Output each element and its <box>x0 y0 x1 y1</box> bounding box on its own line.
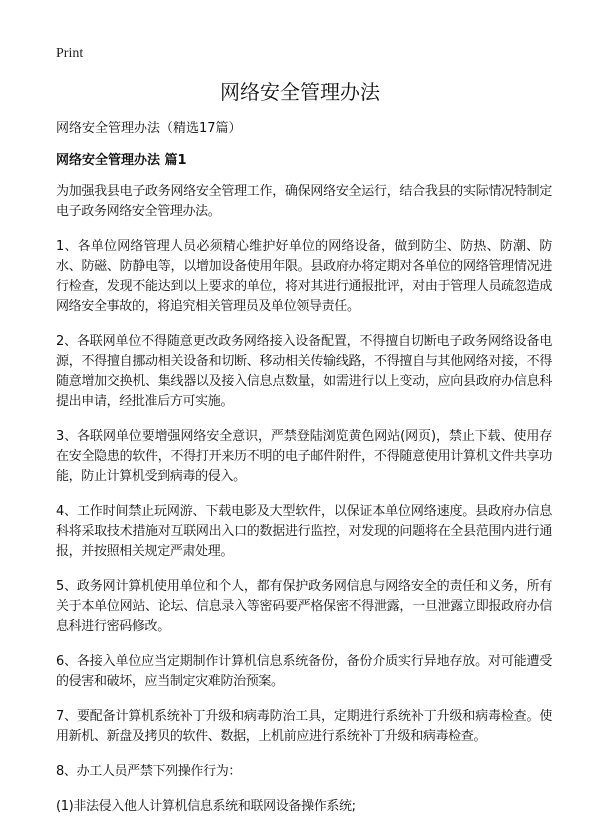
paragraph-item-3: 3、各联网单位要增强网络安全意识，严禁登陆浏览黄色网站(网页)，禁止下载、使用存在安全隐患的软件，不得打开来历不明的电子邮件附件，不得随意使用计算机文件共享功能，防止计算机受到病毒的侵入。 <box>56 429 552 484</box>
document-subtitle: 网络安全管理办法（精选17篇） <box>56 121 242 136</box>
paragraph-item-4: 4、工作时间禁止玩网游、下载电影及大型软件，以保证本单位网络速度。县政府办信息科将采取技术措施对互联网出入口的数据进行监控，对发现的问题将在全县范围内进行通报，并按照相关规定严肃处理。 <box>56 504 552 559</box>
paragraph-item-7: 7、要配备计算机系统补丁升级和病毒防治工具，定期进行系统补丁升级和病毒检查。使用新机、新盘及拷贝的软件、数据，上机前应进行系统补丁升级和病毒检查。 <box>56 709 552 744</box>
section-heading: 网络安全管理办法 篇1 <box>56 153 187 168</box>
paragraph-intro: 为加强我县电子政务网络安全管理工作，确保网络安全运行，结合我县的实际情况特制定电子政务网络安全管理办法。 <box>56 184 552 219</box>
paragraph-item-1: 1、各单位网络管理人员必须精心维护好单位的网络设备，做到防尘、防热、防潮、防水、防磁、防静电等，以增加设备使用年限。县政府办将定期对各单位的网络管理情况进行检查，发现不能达到以上要求的单位，将对其进行通报批评，对由于管理人员疏忽造成网络安全事故的，将追究相关管理员及单位领导责任。 <box>56 239 552 314</box>
document-body <box>56 119 552 832</box>
paragraph-item-5: 5、政务网计算机使用单位和个人，都有保护政务网信息与网络安全的责任和义务，所有关于本单位网站、论坛、信息录入等密码要严格保密不得泄露，一旦泄露立即报政府办信息科进行密码修改。 <box>56 579 552 634</box>
paragraph-item-6: 6、各接入单位应当定期制作计算机信息系统备份，备份介质实行异地存放。对可能遭受的侵害和破坏，应当制定灾难防治预案。 <box>56 654 552 689</box>
paragraph-item-8: 8、办工人员严禁下列操作行为： <box>56 764 242 779</box>
paragraph-item-2: 2、各联网单位不得随意更改政务网络接入设备配置，不得擅自切断电子政务网络设备电源，不得擅自挪动相关设备和切断、移动相关传输线路，不得擅自与其他网络对接，不得随意增加交换机、集线器以及接入信息点数量，如需进行以上变动，应向县政府办信息科提出申请，经批准后方可实施。 <box>56 334 552 409</box>
document-title: 网络安全管理办法 <box>220 80 380 104</box>
print-label: Print <box>56 46 84 61</box>
paragraph-subitem-1: (1)非法侵入他人计算机信息系统和联网设备操作系统; <box>56 799 356 814</box>
